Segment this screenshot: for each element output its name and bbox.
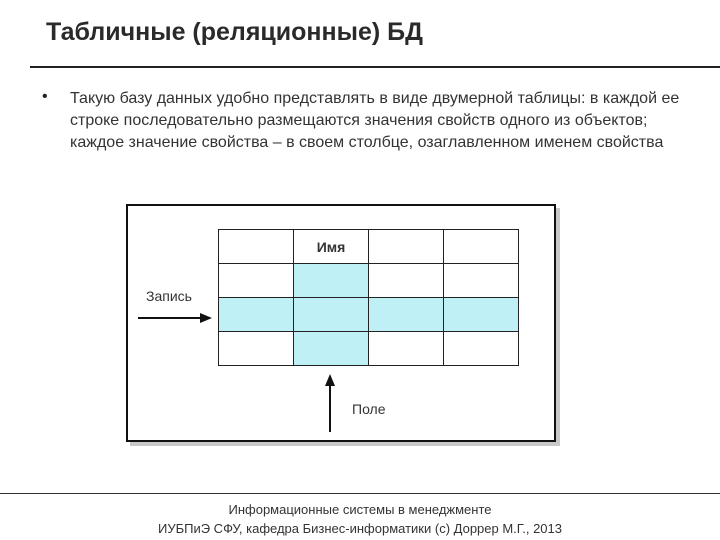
record-arrow-icon	[138, 313, 212, 323]
column-header-name: Имя	[294, 230, 369, 264]
bullet-text: Такую базу данных удобно представлять в виде двумерной таблицы: в каждой ее строке последовательно размещаются значения свойств одного из объектов; каждое значение свойства – в своем столбце, озаглавленном именем свойства	[70, 90, 680, 151]
field-label: Поле	[352, 401, 386, 417]
record-label: Запись	[146, 288, 192, 304]
footer-course: Информационные системы в менеджменте	[228, 502, 492, 517]
footer	[0, 500, 720, 538]
field-arrow-icon	[325, 374, 335, 432]
slide-title: Табличные (реляционные) БД	[46, 18, 423, 46]
footer-divider	[0, 493, 720, 494]
footer-author: ИУБПиЭ СФУ, кафедра Бизнес-информатики (с) Доррер М.Г., 2013	[157, 521, 562, 536]
bullet-marker: •	[42, 88, 48, 105]
